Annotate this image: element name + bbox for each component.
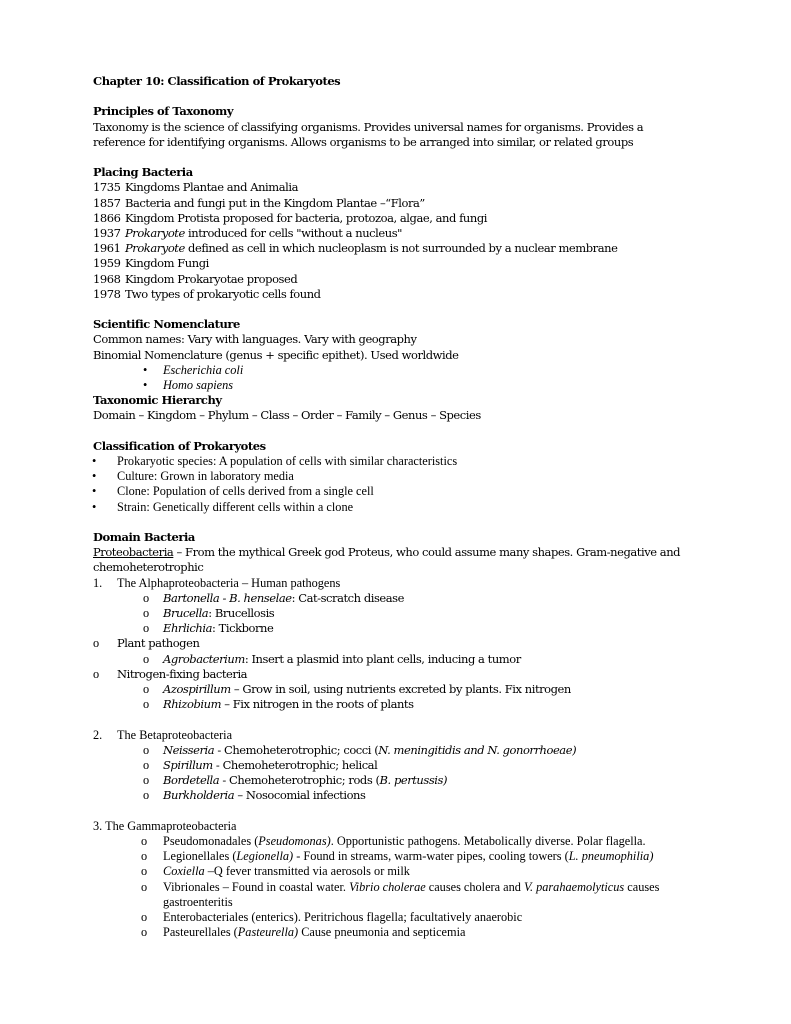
circle-bullet-icon: o	[141, 834, 148, 849]
circle-bullet-icon: o	[143, 742, 149, 757]
gamma-heading: 3. The Gammaproteobacteria	[93, 818, 237, 833]
list-item-text: Legionellales (	[163, 849, 237, 864]
alpha-title: The Alphaproteobacteria – Human pathogens	[117, 575, 341, 590]
timeline-year: 1978	[93, 286, 121, 301]
list-item	[93, 378, 713, 393]
genus-name: Pseudomonas)	[258, 834, 331, 849]
list-item-text: causes cholera and	[425, 879, 525, 894]
beta-title: The Betaproteobacteria	[117, 727, 233, 742]
circle-bullet-icon: o	[143, 758, 149, 773]
timeline-term: Prokaryote	[125, 241, 185, 256]
species-name: Escherichia coli	[163, 362, 244, 377]
list-item	[93, 606, 713, 621]
timeline-text: Kingdoms Plantae and Animalia	[125, 180, 298, 195]
list-item	[93, 834, 713, 849]
list-item	[93, 454, 713, 469]
list-item-text: - Chemoheterotrophic; rods (	[219, 773, 380, 788]
list-item	[93, 910, 713, 925]
placing-heading: Placing Bacteria	[93, 165, 193, 180]
bullet-icon: •	[143, 378, 148, 393]
list-item-text: - Chemoheterotrophic; helical	[212, 758, 378, 773]
species-name: V. parahaemolyticus	[524, 879, 625, 894]
timeline-row	[93, 196, 713, 211]
beta-list	[93, 743, 713, 804]
list-item-text: Vibrionales – Found in coastal water.	[163, 879, 350, 894]
list-item-text: : Insert a plasmid into plant cells, inducing a tumor	[244, 651, 521, 666]
species-name: Homo sapiens	[163, 378, 234, 393]
list-item-text: causes gastroenteritis	[163, 879, 660, 909]
list-item-text: : Tickborne	[212, 621, 274, 636]
list-item-text: – Fix nitrogen in the roots of plants	[221, 697, 414, 712]
timeline-row	[93, 226, 713, 241]
list-item-text: Culture: Grown in laboratory media	[117, 469, 294, 484]
list-item	[93, 697, 713, 712]
classification-heading: Classification of Prokaryotes	[93, 438, 266, 453]
list-item-text: Strain: Genetically different cells within a clone	[117, 499, 354, 514]
circle-bullet-icon: o	[141, 864, 148, 879]
proteobacteria-paragraph	[93, 545, 693, 575]
circle-bullet-icon: o	[93, 666, 99, 681]
list-number: 2.	[93, 727, 103, 742]
nomenclature-binomial: Binomial Nomenclature (genus + specific epithet). Used worldwide	[93, 347, 459, 362]
genus-name: Brucella	[163, 606, 209, 621]
list-item-text: – Nosocomial infections	[234, 788, 366, 803]
classification-list	[93, 454, 713, 515]
list-item	[93, 743, 713, 758]
bullet-icon: •	[92, 454, 97, 469]
list-item-text: : Cat-scratch disease	[291, 590, 404, 605]
genus-name: Agrobacterium	[163, 651, 245, 666]
circle-bullet-icon: o	[143, 788, 149, 803]
timeline-row	[93, 256, 713, 271]
timeline-year: 1961	[93, 241, 121, 256]
list-item-text: - Found in streams, warm-water pipes, cooling towers (	[293, 849, 569, 864]
beta-heading	[93, 728, 713, 743]
list-item-text: – Grow in soil, using nutrients excreted by plants. Fix nitrogen	[230, 682, 571, 697]
genus-name: Burkholderia	[163, 788, 235, 803]
circle-bullet-icon: o	[141, 879, 148, 894]
timeline-row	[93, 180, 713, 195]
list-item	[93, 363, 713, 378]
list-item-text: Plant pathogen	[117, 636, 200, 651]
timeline-year: 1857	[93, 195, 121, 210]
timeline-row	[93, 241, 713, 256]
timeline-row	[93, 287, 713, 302]
list-item-text: Prokaryotic species: A population of cells with similar characteristics	[117, 454, 458, 469]
bullet-icon: •	[143, 362, 148, 377]
circle-bullet-icon: o	[143, 590, 149, 605]
hierarchy-text: Domain – Kingdom – Phylum – Class – Order – Family – Genus – Species	[93, 408, 481, 423]
list-item	[93, 880, 689, 910]
circle-bullet-icon: o	[143, 697, 149, 712]
nitrogen-fixing-label	[93, 667, 713, 682]
plant-pathogen-label	[93, 636, 713, 651]
list-item-text: : Brucellosis	[208, 606, 275, 621]
list-item-text: Pseudomonadales (	[163, 834, 259, 849]
circle-bullet-icon: o	[143, 651, 149, 666]
genus-name: Spirillum	[163, 758, 213, 773]
nomenclature-common: Common names: Vary with languages. Vary with geography	[93, 332, 417, 347]
list-item-text: . Opportunistic pathogens. Metabolically diverse. Polar flagella.	[330, 834, 646, 849]
list-item	[93, 484, 713, 499]
genus-name: Bordetella	[163, 773, 220, 788]
genus-name: Pasteurella)	[237, 925, 299, 940]
list-item	[93, 864, 713, 879]
timeline-text: Kingdom Prokaryotae proposed	[125, 271, 298, 286]
proteobacteria-term: Proteobacteria	[93, 545, 174, 560]
timeline-text: Kingdom Protista proposed for bacteria, protozoa, algae, and fungi	[125, 210, 487, 225]
circle-bullet-icon: o	[141, 925, 148, 940]
circle-bullet-icon: o	[143, 773, 149, 788]
timeline-year: 1937	[93, 226, 121, 240]
genus-name: Rhizobium	[163, 697, 222, 712]
timeline-row	[93, 211, 713, 226]
genus-name: Neisseria	[163, 742, 215, 757]
principles-text: Taxonomy is the science of classifying organisms. Provides universal names for organisms. Provides a reference for identifying organisms. Allows organisms to be arranged into similar, or related groups	[93, 119, 644, 149]
species-name: N. meningitidis and N. gonorrhoeae)	[378, 742, 577, 757]
list-item	[93, 621, 713, 636]
circle-bullet-icon: o	[143, 682, 149, 697]
list-item	[93, 469, 713, 484]
list-number: 1.	[93, 575, 103, 590]
alpha-list	[93, 591, 713, 637]
bullet-icon: •	[92, 484, 97, 499]
chapter-title: Chapter 10: Classification of Prokaryotes	[93, 74, 341, 88]
list-item	[93, 758, 713, 773]
genus-name: Coxiella	[163, 864, 205, 879]
principles-heading: Principles of Taxonomy	[93, 104, 234, 119]
timeline-text: introduced for cells "without a nucleus"	[184, 226, 402, 240]
timeline-text: defined as cell in which nucleoplasm is not surrounded by a nuclear membrane	[184, 241, 618, 256]
species-name: Vibrio cholerae	[349, 879, 426, 894]
timeline-row	[93, 272, 713, 287]
list-item	[93, 652, 713, 667]
gamma-list	[93, 834, 713, 940]
nomenclature-heading: Scientific Nomenclature	[93, 317, 240, 332]
list-item	[93, 788, 713, 803]
genus-name: Ehrlichia	[163, 621, 212, 636]
timeline-text: Two types of prokaryotic cells found	[125, 286, 321, 301]
timeline-text: Bacteria and fungi put in the Kingdom Plantae –“Flora”	[125, 195, 425, 210]
timeline-term: Prokaryote	[125, 226, 185, 240]
timeline-year: 1866	[93, 210, 121, 225]
list-item-text: Cause pneumonia and septicemia	[298, 925, 466, 940]
bullet-icon: •	[92, 469, 97, 484]
hierarchy-heading: Taxonomic Hierarchy	[93, 393, 222, 408]
circle-bullet-icon: o	[141, 910, 148, 925]
list-item	[93, 500, 713, 515]
list-item	[93, 773, 713, 788]
alpha-heading	[93, 576, 713, 591]
timeline-year: 1968	[93, 271, 121, 286]
list-item-text: Enterobacteriales (enterics). Peritrichous flagella; facultatively anaerobic	[163, 910, 523, 925]
nomenclature-examples	[93, 363, 713, 393]
list-item-text: - Chemoheterotrophic; cocci (	[214, 742, 379, 757]
list-item-text: Nitrogen-fixing bacteria	[117, 666, 248, 681]
bullet-icon: •	[92, 499, 97, 514]
species-name: L. pneumophilia)	[568, 849, 654, 864]
list-item	[93, 925, 713, 940]
circle-bullet-icon: o	[143, 606, 149, 621]
list-item-text: Pasteurellales (	[163, 925, 238, 940]
list-item-text: –Q fever transmitted via aerosols or milk	[204, 864, 410, 879]
species-name: B. pertussis)	[379, 773, 448, 788]
genus-name: Legionella)	[236, 849, 294, 864]
document-page	[93, 74, 713, 940]
circle-bullet-icon: o	[93, 636, 99, 651]
domain-heading: Domain Bacteria	[93, 530, 195, 545]
circle-bullet-icon: o	[141, 849, 148, 864]
list-item	[93, 591, 713, 606]
timeline-text: Kingdom Fungi	[125, 256, 209, 271]
list-item	[93, 849, 713, 864]
placing-timeline	[93, 180, 713, 302]
timeline-year: 1735	[93, 180, 121, 195]
circle-bullet-icon: o	[143, 621, 149, 636]
genus-name: Bartonella - B. henselae	[163, 590, 292, 605]
list-item-text: Clone: Population of cells derived from a single cell	[117, 484, 374, 499]
genus-name: Azospirillum	[163, 682, 231, 697]
proteobacteria-text: – From the mythical Greek god Proteus, who could assume many shapes. Gram-negative and chemoheterotrophic	[93, 545, 681, 575]
list-item	[93, 682, 713, 697]
timeline-year: 1959	[93, 256, 121, 271]
